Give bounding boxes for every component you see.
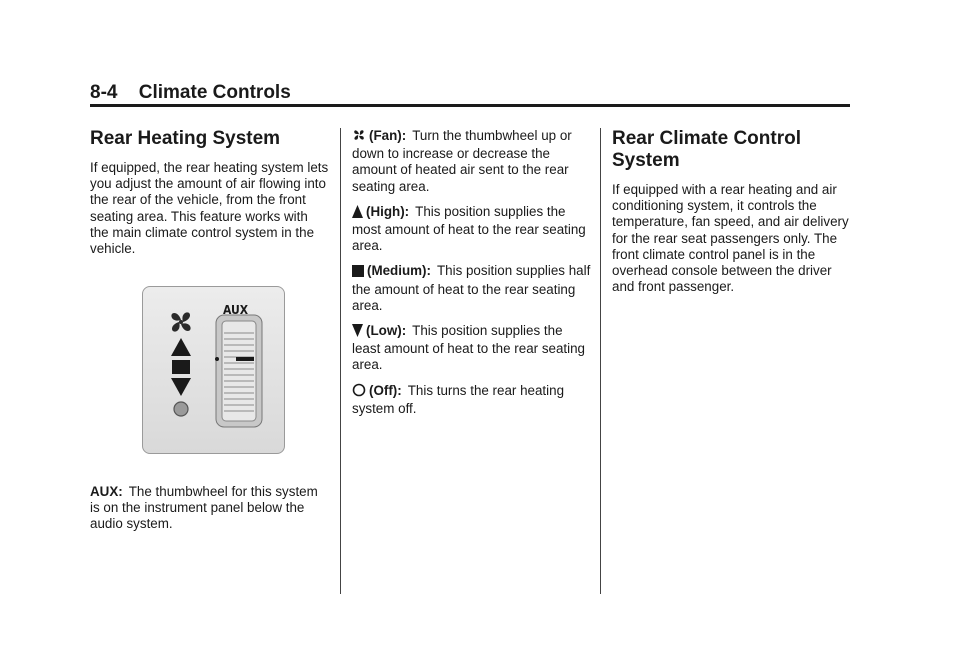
section-heading: Rear Heating System bbox=[90, 128, 281, 149]
aux-paragraph bbox=[90, 484, 330, 533]
square-icon bbox=[352, 265, 364, 281]
setting-off bbox=[352, 383, 592, 417]
page-number: 8-4 bbox=[90, 82, 118, 103]
triangle-down-icon bbox=[352, 324, 363, 341]
medium-text: This position supplies half the amount of heat to the rear seating area. bbox=[352, 263, 591, 313]
low-text: This position supplies the least amount of heat to the rear seating area. bbox=[352, 323, 585, 373]
aux-term: AUX: bbox=[90, 484, 123, 499]
off-text: This turns the rear heating system off. bbox=[352, 382, 565, 416]
aux-description bbox=[90, 484, 330, 542]
circle-icon bbox=[352, 383, 366, 401]
fan-icon bbox=[352, 128, 366, 146]
indicator-dot-icon bbox=[215, 357, 219, 361]
control-panel-art bbox=[143, 287, 284, 453]
high-text: This position supplies the most amount of heat to the rear seating area. bbox=[352, 203, 586, 254]
column-divider bbox=[340, 128, 341, 594]
square-icon bbox=[172, 360, 190, 374]
circle-icon bbox=[174, 402, 188, 416]
setting-high bbox=[352, 204, 592, 255]
aux-text: The thumbwheel for this system is on the instrument panel below the audio system. bbox=[90, 484, 318, 532]
page-header bbox=[90, 82, 850, 104]
indicator-bar-icon bbox=[236, 357, 254, 361]
column-rear-heating bbox=[90, 128, 330, 266]
climate-paragraph: If equipped with a rear heating and air conditioning system, it controls the temperature, fan speed, and air delivery for the rear seat passengers only. The front climate control panel is in the overhead console between the driver and front passenger. bbox=[612, 182, 849, 295]
triangle-down-icon bbox=[171, 378, 191, 396]
column-control-settings bbox=[352, 128, 592, 426]
column-divider bbox=[600, 128, 601, 594]
low-term: (Low): bbox=[366, 323, 407, 339]
setting-low bbox=[352, 323, 592, 374]
rear-heater-control-panel bbox=[142, 286, 285, 454]
high-term: (High): bbox=[366, 203, 410, 219]
medium-term: (Medium): bbox=[367, 263, 431, 279]
intro-paragraph: If equipped, the rear heating system lets you adjust the amount of air flowing into the rear of the vehicle, from the front seating area. This feature works with the main climate control system in the vehicle. bbox=[90, 160, 329, 257]
fan-term: (Fan): bbox=[369, 128, 407, 143]
section-heading: Rear Climate Control System bbox=[612, 128, 801, 171]
triangle-up-icon bbox=[171, 338, 191, 356]
setting-medium bbox=[352, 263, 592, 314]
off-term: (Off): bbox=[369, 382, 402, 398]
setting-fan bbox=[352, 128, 592, 195]
column-rear-climate bbox=[612, 128, 852, 304]
fan-icon bbox=[171, 312, 190, 331]
section-title: Climate Controls bbox=[138, 82, 291, 103]
triangle-up-icon bbox=[352, 205, 363, 222]
aux-panel-label: AUX bbox=[223, 303, 249, 317]
header-rule bbox=[90, 104, 850, 107]
fan-text: Turn the thumbwheel up or down to increase or decrease the amount of heated air sent to the rear seating area. bbox=[352, 128, 572, 194]
